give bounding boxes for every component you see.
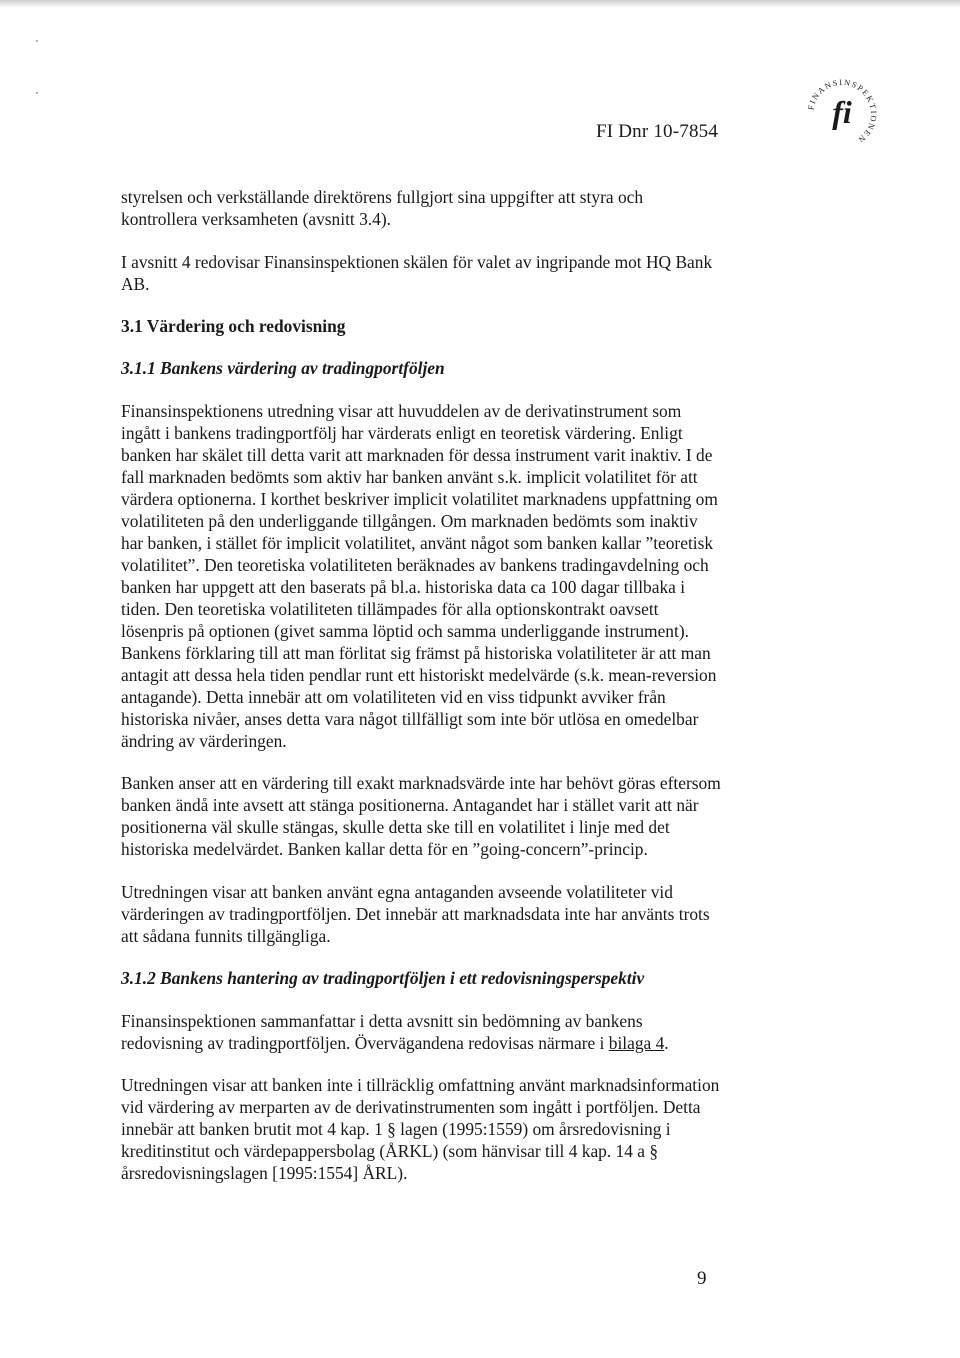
paragraph-intro-1: styrelsen och verkställande direktörens fullgjort sina uppgifter att styra och kontrollera verksamheten (avsnitt 3.4).	[121, 187, 644, 229]
paragraph-3-1-2-a-text: Finansinspektionen sammanfattar i detta avsnitt sin bedömning av bankens redovisning av tradingportföljen. Övervägandena redovisas närmare i	[121, 1010, 643, 1053]
scan-top-edge	[0, 0, 960, 8]
finansinspektionen-logo-icon	[804, 76, 880, 152]
paragraph-3-1-2-a-end: .	[664, 1032, 669, 1053]
paragraph-3-1-2-a	[121, 1010, 721, 1054]
document-body	[121, 186, 721, 1205]
paragraph-3-1-1-a: Finansinspektionens utredning visar att huvuddelen av de derivatinstrument som ingått i bankens tradingportfölj har värderats enligt en teoretisk värdering. Enligt banken har skälet till detta varit att marknaden för dessa instrument varit inaktiv. I de fall marknaden bedömts som aktiv har banken använt s.k. implicit volatilitet för att värdera optionerna. I korthet beskriver implicit volatilitet marknadens uppfattning om volatiliteten på den underliggande tillgången. Om marknaden bedömts som inaktiv har banken, i stället för implicit volatilitet, använt något som banken kallar ”teoretisk volatilitet”. Den teoretiska volatiliteten beräknades av bankens tradingavdelning och banken har uppgett att den baserats på bl.a. historiska data ca 100 dagar tillbaka i tiden. Den teoretiska volatiliteten tillämpades för alla optionskontrakt oavsett lösenpris på optionen (givet samma löptid och samma underliggande instrument). Bankens förklaring till att man förlitat sig främst på historiska volatiliteter är att man antagit att dessa hela tiden pendlar runt ett historiskt medelvärde (s.k. mean-reversion antagande). Detta innebär att om volatiliteten vid en viss tidpunkt avviker från historiska nivåer, anses detta vara något tillfälligt som inte bör utlösa en omedelbar ändring av värderingen.	[121, 400, 718, 751]
subsection-heading-3-1-2: 3.1.2 Bankens hantering av tradingportföljen i ett redovisningsperspektiv	[121, 968, 645, 988]
section-heading-3-1: 3.1 Värdering och redovisning	[121, 316, 346, 336]
logo-mark: fi	[832, 94, 852, 130]
page-number: 9	[697, 1268, 707, 1289]
paragraph-3-1-2-b: Utredningen visar att banken inte i tillräcklig omfattning använt marknadsinformation vid värdering av merparten av de derivatinstrumenten som ingått i portföljen. Detta innebär att banken brutit mot 4 kap. 1 § lagen (1995:1559) om årsredovisning i kreditinstitut och värdepappersbolag (ÅRKL) (som hänvisar till 4 kap. 14 a § årsredovisningslagen [1995:1554] ÅRL).	[121, 1075, 720, 1183]
paragraph-3-1-1-b: Banken anser att en värdering till exakt marknadsvärde inte har behövt göras eftersom banken ändå inte avsett att stänga positionerna. Antagandet har i stället varit att när positionerna väl skulle stängas, skulle detta ske till en volatilitet i linje med det historiska medelvärdet. Banken kallar detta för en ”going-concern”-princip.	[121, 773, 721, 859]
logo-ring-text: FINANSINSPEKTIONEN	[806, 77, 879, 145]
paragraph-3-1-1-c: Utredningen visar att banken använt egna antaganden avseende volatiliteter vid värderingen av tradingportföljen. Det innebär att marknadsdata inte har använts trots att sådana funnits tillgängliga.	[121, 881, 710, 946]
paragraph-intro-2: I avsnitt 4 redovisar Finansinspektionen skälen för valet av ingripande mot HQ Bank AB.	[121, 251, 713, 294]
subsection-heading-3-1-1: 3.1.1 Bankens värdering av tradingportföljen	[121, 358, 445, 378]
scan-speck	[36, 40, 38, 42]
appendix-4-link[interactable]: bilaga 4	[608, 1032, 665, 1053]
scan-speck	[36, 92, 38, 94]
document-reference-number: FI Dnr 10-7854	[596, 121, 719, 142]
